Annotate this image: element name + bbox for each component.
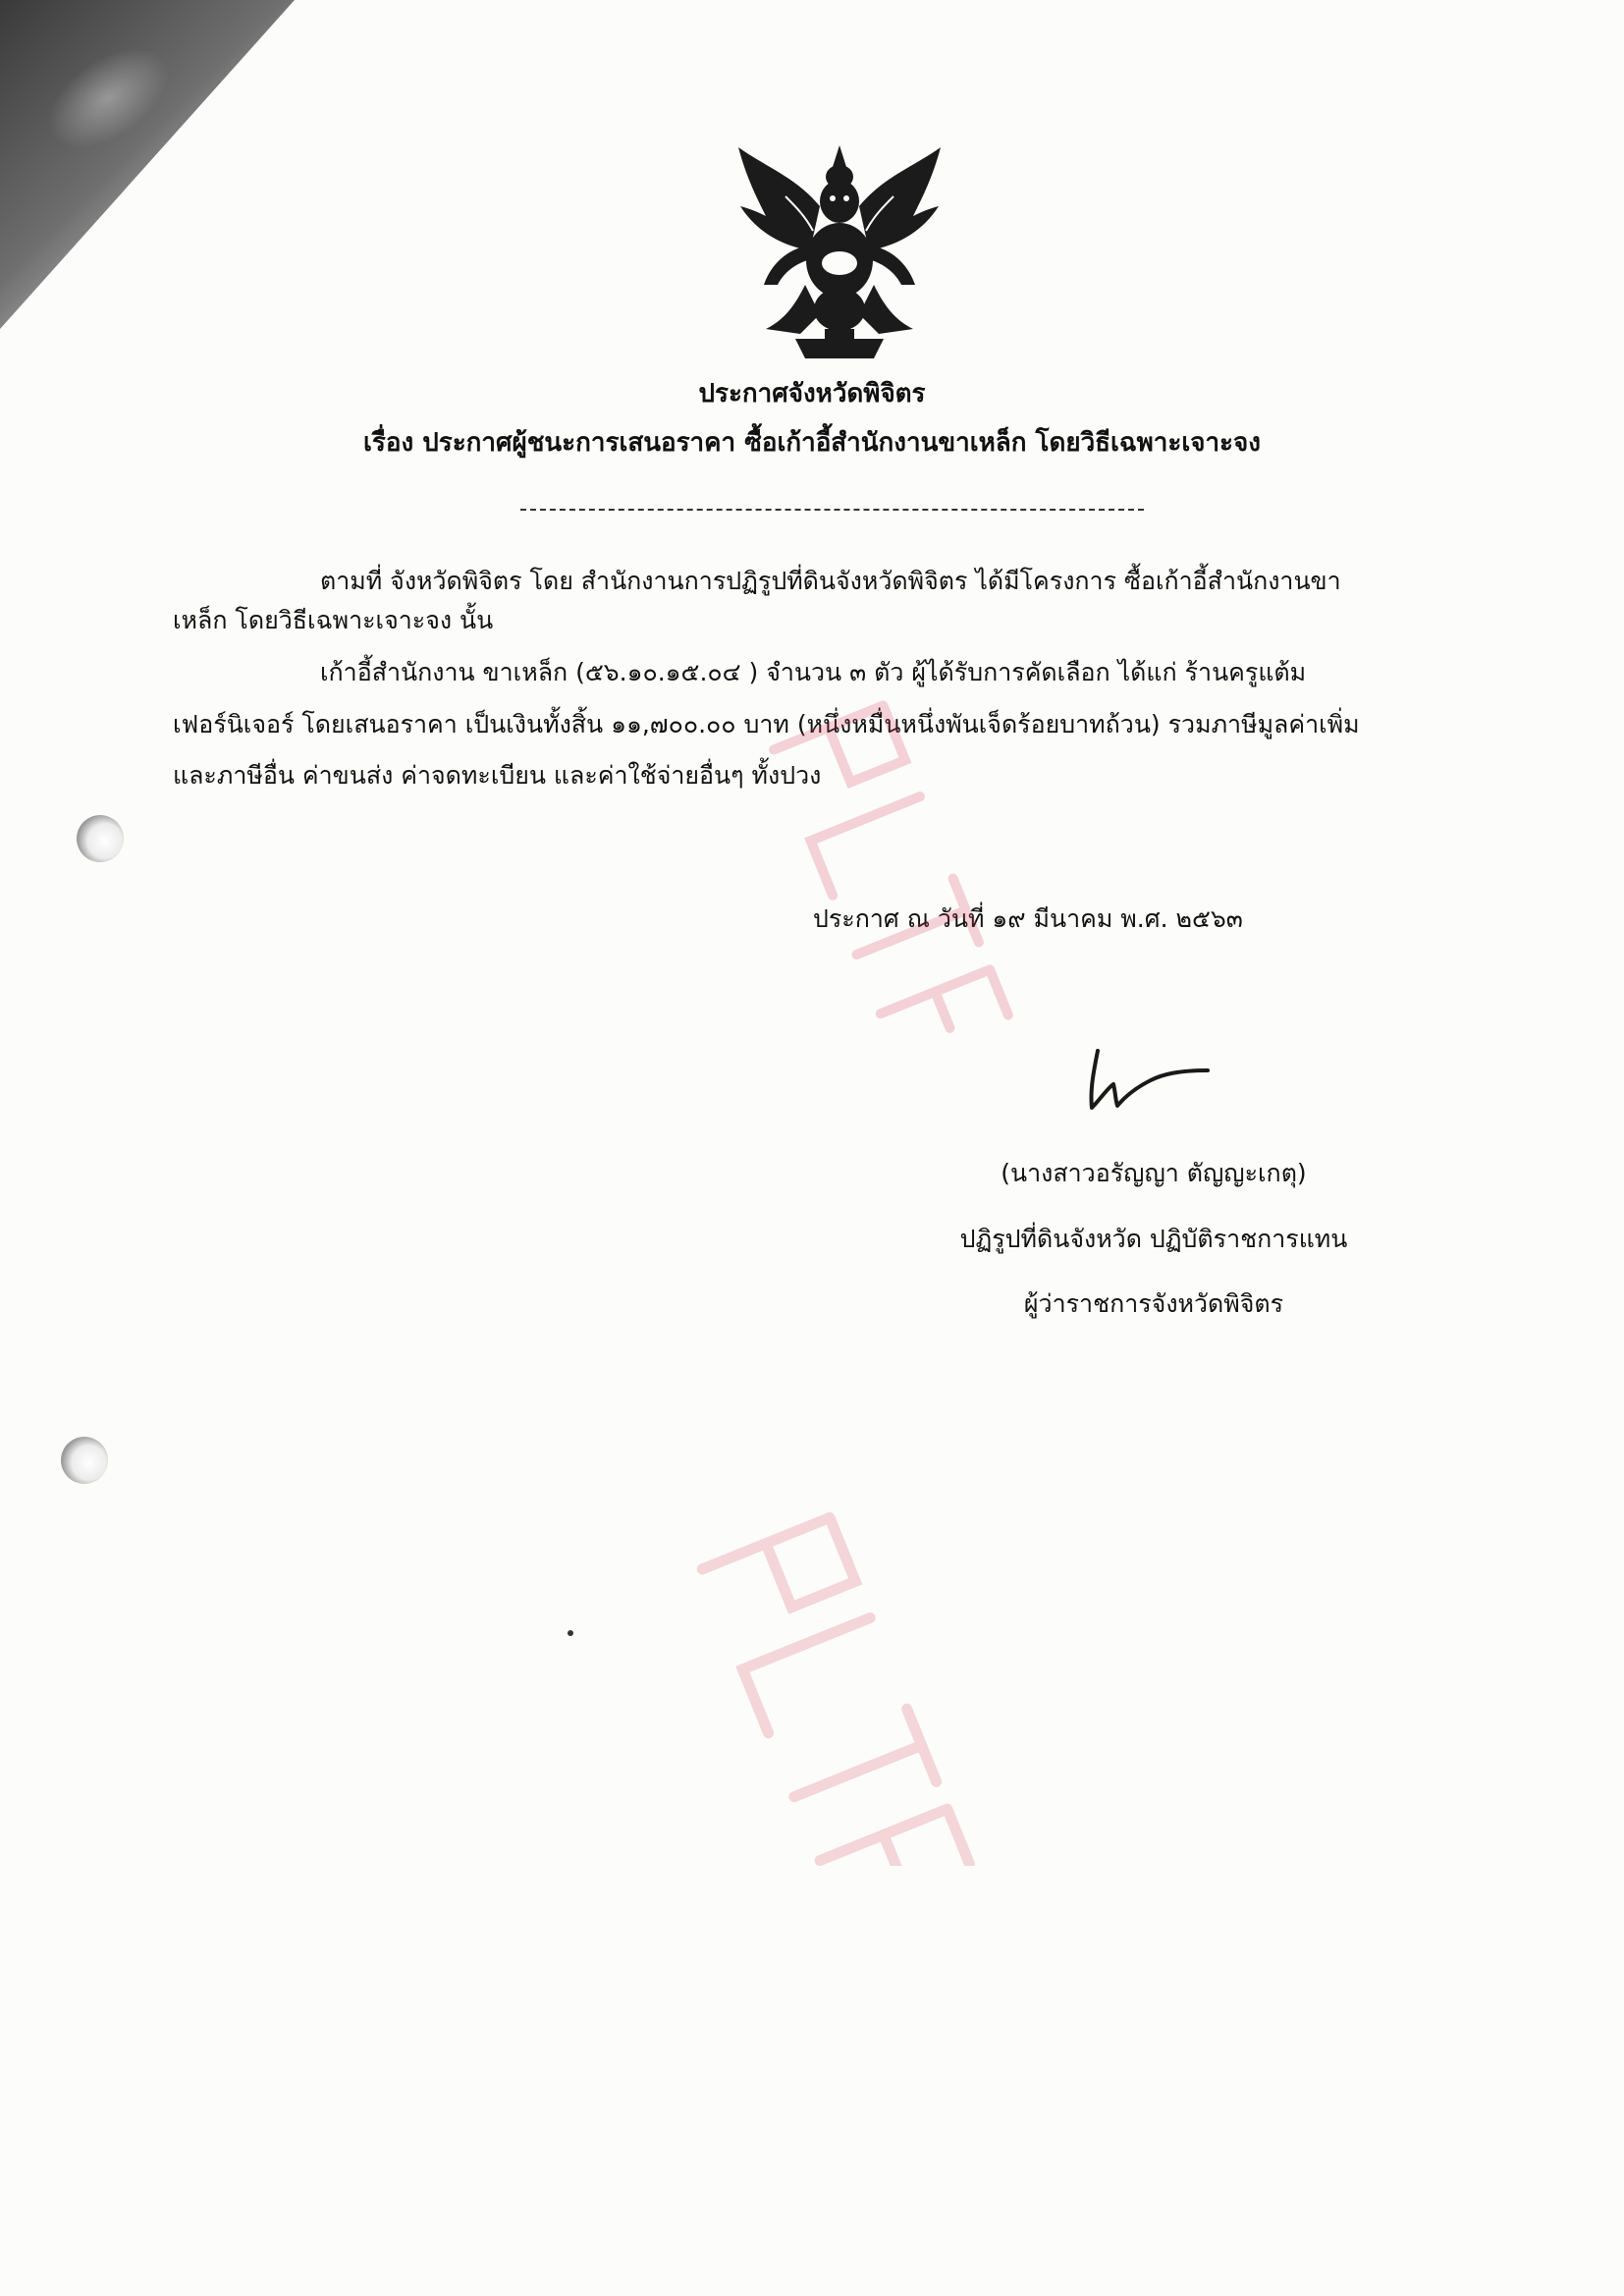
garuda-emblem-icon xyxy=(727,137,952,363)
body-line-1: ตามที่ จังหวัดพิจิตร โดย สำนักงานการปฏิรูปที่ดินจังหวัดพิจิตร ได้มีโครงการ ซื้อเก้าอี้สำนักงานขา xyxy=(320,567,1341,595)
handwritten-signature xyxy=(1080,1041,1218,1120)
body-line-5: และภาษีอื่น ค่าขนส่ง ค่าจดทะเบียน และค่าใช้จ่ายอื่นๆ ทั้งปวง xyxy=(173,761,822,790)
dashed-divider xyxy=(520,509,1144,511)
announcement-date: ประกาศ ณ วันที่ ๑๙ มีนาคม พ.ศ. ๒๕๖๓ xyxy=(813,904,1243,933)
faded-stamp-upper xyxy=(648,687,1119,1041)
body-line-3: เก้าอี้สำนักงาน ขาเหล็ก (๕๖.๑๐.๑๕.๐๔ ) จำนวน ๓ ตัว ผู้ได้รับการคัดเลือก ได้แก่ ร้านครูแต้ม xyxy=(320,658,1307,686)
body-line-2: เหล็ก โดยวิธีเฉพาะเจาะจง นั้น xyxy=(173,606,494,634)
signatory-position: ปฏิรูปที่ดินจังหวัด ปฏิบัติราชการแทน xyxy=(959,1225,1348,1253)
body-line-4: เฟอร์นิเจอร์ โดยเสนอราคา เป็นเงินทั้งสิ้น ๑๑,๗๐๐.๐๐ บาท (หนึ่งหมื่นหนึ่งพันเจ็ดร้อยบาทถ้วน) รวมภาษีมูลค่าเพิ่ม xyxy=(173,710,1360,738)
punch-hole-top xyxy=(77,815,124,862)
document-subject: เรื่อง ประกาศผู้ชนะการเสนอราคา ซื้อเก้าอี้สำนักงานขาเหล็ก โดยวิธีเฉพาะเจาะจง xyxy=(363,428,1261,458)
punch-hole-bottom xyxy=(61,1437,108,1484)
signatory-name: (นางสาวอรัญญา ตัญญะเกตุ) xyxy=(1001,1159,1307,1187)
faded-stamp-lower xyxy=(569,1512,1080,1866)
signatory-authority: ผู้ว่าราชการจังหวัดพิจิตร xyxy=(1023,1289,1284,1318)
document-title: ประกาศจังหวัดพิจิตร xyxy=(698,379,926,409)
scan-speck xyxy=(568,1630,573,1636)
